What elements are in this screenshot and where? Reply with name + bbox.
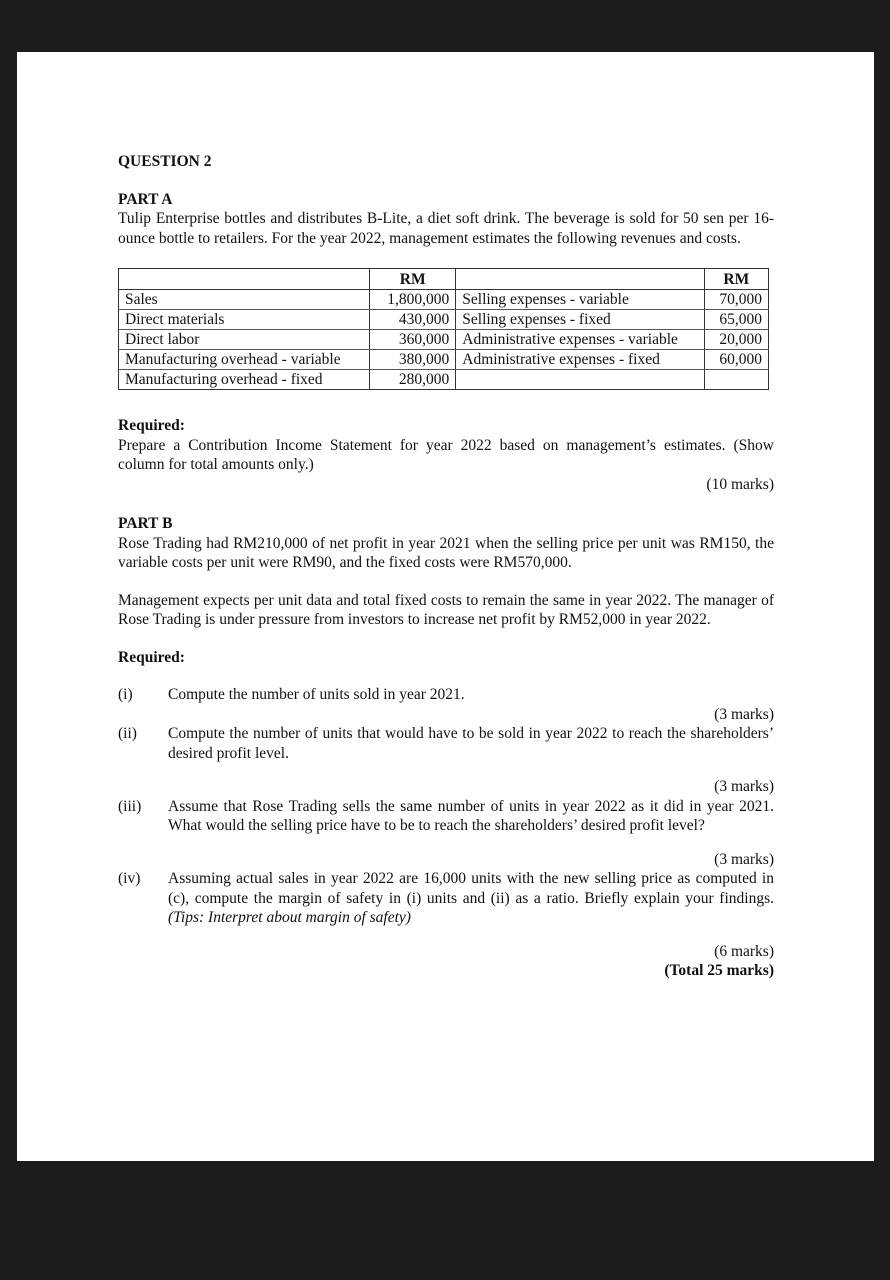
cell-label-left: Direct labor <box>119 330 370 350</box>
table-row <box>119 310 769 330</box>
item-text: Assuming actual sales in year 2022 are 16,000 units with the new selling price as computed in (c), compute the margin of safety in (i) units and (ii) as a ratio. Briefly explain your findings. <box>168 870 774 907</box>
item-text: Compute the number of units sold in year 2021. <box>168 686 465 703</box>
item-text: Assume that Rose Trading sells the same number of units in year 2022 as it did in year 2021. What would the selling price have to be to reach the shareholders’ desired profit level? <box>168 797 774 834</box>
part-b-para1: Rose Trading had RM210,000 of net profit in year 2021 when the selling price per unit was RM150, the variable costs per unit were RM90, and the fixed costs were RM570,000. <box>118 534 774 571</box>
cell-value-right: 20,000 <box>704 330 768 350</box>
cell-value-right: 70,000 <box>704 290 768 310</box>
cell-value-right: 60,000 <box>704 350 768 370</box>
list-item <box>118 869 774 928</box>
table-row <box>119 370 769 390</box>
cell-label-right: Selling expenses - variable <box>456 290 704 310</box>
cell-value-right: 65,000 <box>704 310 768 330</box>
cell-value-left: 430,000 <box>370 310 456 330</box>
table-row <box>119 330 769 350</box>
cell-value-left: 280,000 <box>370 370 456 390</box>
item-numeral: (ii) <box>118 725 137 742</box>
cell-label-left: Manufacturing overhead - fixed <box>119 370 370 390</box>
costs-table <box>118 268 769 390</box>
table-row <box>119 350 769 370</box>
item-marks: (3 marks) <box>714 778 774 795</box>
cell-label-right <box>456 370 704 390</box>
cell-value-left: 360,000 <box>370 330 456 350</box>
cell-value-right <box>704 370 768 390</box>
item-text: Compute the number of units that would have to be sold in year 2022 to reach the shareholders’ desired profit level. <box>168 725 774 762</box>
cell-label-right: Selling expenses - fixed <box>456 310 704 330</box>
item-tip: (Tips: Interpret about margin of safety) <box>168 909 411 926</box>
item-numeral: (iv) <box>118 870 141 887</box>
question-title: QUESTION 2 <box>118 153 212 170</box>
list-item <box>118 724 774 763</box>
costs-table-header <box>119 269 769 290</box>
item-numeral: (iii) <box>118 797 142 815</box>
cell-label-left: Manufacturing overhead - variable <box>119 350 370 370</box>
part-a-title: PART A <box>118 190 173 208</box>
cell-label-right: Administrative expenses - variable <box>456 330 704 350</box>
list-item <box>118 685 774 705</box>
part-b-title: PART B <box>118 515 173 532</box>
header-rm-right: RM <box>704 269 768 290</box>
part-b-para2: Management expects per unit data and total fixed costs to remain the same in year 2022. The manager of Rose Trading is under pressure from investors to increase net profit by RM52,000 in year 2022. <box>118 591 774 628</box>
header-blank-left <box>119 269 370 290</box>
part-a-marks: (10 marks) <box>706 475 774 493</box>
table-row <box>119 290 769 310</box>
item-numeral: (i) <box>118 686 133 703</box>
total-marks: (Total 25 marks) <box>664 962 774 979</box>
part-a-required-label: Required: <box>118 417 185 434</box>
item-marks: (6 marks) <box>714 942 774 960</box>
header-rm-left: RM <box>370 269 456 290</box>
cell-label-right: Administrative expenses - fixed <box>456 350 704 370</box>
cell-value-left: 380,000 <box>370 350 456 370</box>
document-page <box>17 52 874 1161</box>
item-text-container <box>168 869 774 928</box>
item-marks: (3 marks) <box>714 850 774 868</box>
header-blank-right <box>456 269 704 290</box>
part-b-required-label: Required: <box>118 648 185 666</box>
cell-value-left: 1,800,000 <box>370 290 456 310</box>
part-a-intro: Tulip Enterprise bottles and distributes B-Lite, a diet soft drink. The beverage is sold for 50 sen per 16-ounce bottle to retailers. For the year 2022, management estimates the following revenues and costs. <box>118 210 774 247</box>
cell-label-left: Sales <box>119 290 370 310</box>
list-item <box>118 797 774 836</box>
cell-label-left: Direct materials <box>119 310 370 330</box>
document-content <box>118 152 774 981</box>
item-marks: (3 marks) <box>714 705 774 723</box>
part-a-required-text: Prepare a Contribution Income Statement for year 2022 based on management’s estimates. (Show column for total amounts only.) <box>118 436 774 473</box>
